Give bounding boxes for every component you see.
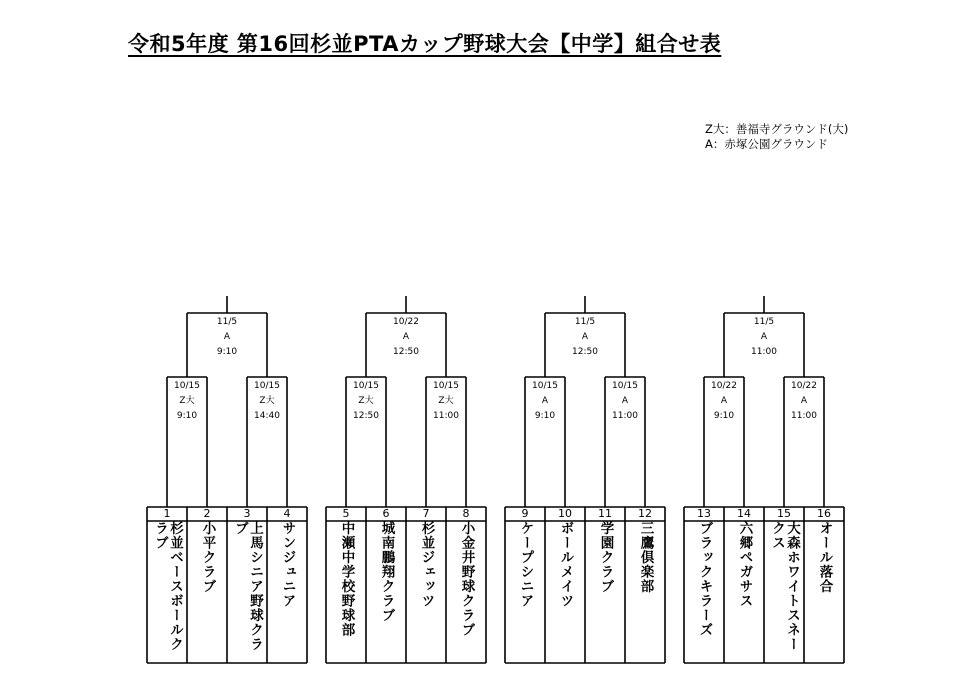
- semi-match-info: [515, 379, 575, 424]
- team-number: 10: [558, 507, 572, 520]
- legend-item-a: A：赤塚公園グラウンド: [705, 137, 828, 151]
- match-time: 9:10: [534, 411, 556, 421]
- match-venue: A: [541, 396, 549, 406]
- match-venue: A: [581, 332, 589, 342]
- match-time: 14:40: [254, 411, 280, 421]
- final-match-info: [734, 315, 794, 360]
- match-time: 11:00: [791, 411, 817, 421]
- team-name: ブラックキラーズ: [696, 521, 713, 637]
- match-time: 9:10: [713, 411, 735, 421]
- team-name: 中瀬中学校野球部: [338, 521, 355, 637]
- match-date: 11/5: [753, 317, 775, 327]
- team-number: 2: [203, 507, 211, 520]
- final-match-info: [555, 315, 615, 360]
- match-venue: A: [621, 396, 629, 406]
- match-venue: A: [720, 396, 728, 406]
- match-date: 10/15: [612, 381, 638, 391]
- team-name: 小金井野球クラブ: [458, 521, 475, 637]
- match-venue: Z大: [259, 396, 275, 406]
- legend-item-z: Z大：善福寺グラウンド(大): [705, 122, 849, 136]
- team-name: 小平クラブ: [199, 521, 216, 594]
- team-number: 12: [638, 507, 652, 520]
- match-date: 10/15: [174, 381, 200, 391]
- match-time: 9:10: [216, 347, 238, 357]
- team-number: 9: [521, 507, 529, 520]
- match-date: 10/15: [353, 381, 379, 391]
- team-cell: [725, 521, 763, 661]
- match-time: 11:00: [751, 347, 777, 357]
- team-number: 4: [283, 507, 291, 520]
- team-cell: [586, 521, 624, 661]
- team-number: 8: [462, 507, 470, 520]
- team-name: 杉並ジェッツ: [418, 521, 435, 608]
- match-time: 9:10: [176, 411, 198, 421]
- page-title: 令和5年度 第16回杉並PTAカップ野球大会【中学】組合せ表: [128, 32, 722, 56]
- match-venue: A: [223, 332, 231, 342]
- match-venue: Z大: [358, 396, 374, 406]
- semi-match-info: [595, 379, 655, 424]
- team-cell: [506, 521, 544, 661]
- team-cell: [228, 521, 266, 661]
- match-date: 10/22: [791, 381, 817, 391]
- team-number: 5: [342, 507, 350, 520]
- team-cell: [327, 521, 365, 661]
- team-name: ボールメイツ: [557, 521, 574, 608]
- team-cell: [407, 521, 445, 661]
- team-cell: [805, 521, 843, 661]
- team-cell: [268, 521, 306, 661]
- team-name: オール落合: [816, 521, 833, 594]
- team-cell: [447, 521, 485, 661]
- team-number: 3: [243, 507, 251, 520]
- final-match-info: [376, 315, 436, 360]
- match-date: 10/15: [433, 381, 459, 391]
- semi-match-info: [237, 379, 297, 424]
- match-time: 12:50: [393, 347, 419, 357]
- team-name: ケープシニア: [517, 521, 534, 608]
- team-number: 7: [422, 507, 430, 520]
- final-match-info: [197, 315, 257, 360]
- semi-match-info: [694, 379, 754, 424]
- team-cell: [765, 521, 803, 661]
- match-date: 10/15: [532, 381, 558, 391]
- team-cell: [546, 521, 584, 661]
- semi-match-info: [774, 379, 834, 424]
- team-number: 13: [697, 507, 711, 520]
- team-cell: [188, 521, 226, 661]
- match-venue: A: [800, 396, 808, 406]
- match-venue: A: [760, 332, 768, 342]
- team-name: サンジュニア: [279, 521, 296, 608]
- team-name: 六郷ペガサス: [736, 521, 753, 608]
- team-cell: [148, 521, 186, 661]
- semi-match-info: [336, 379, 396, 424]
- match-date: 10/22: [711, 381, 737, 391]
- match-time: 12:50: [572, 347, 598, 357]
- team-name: 城南鵬翔クラブ: [378, 521, 395, 623]
- team-number: 1: [163, 507, 171, 520]
- semi-match-info: [157, 379, 217, 424]
- team-number: 6: [382, 507, 390, 520]
- team-number: 11: [598, 507, 612, 520]
- match-time: 11:00: [612, 411, 638, 421]
- team-cell: [626, 521, 664, 661]
- team-number: 14: [737, 507, 751, 520]
- match-time: 11:00: [433, 411, 459, 421]
- team-name: 三鷹倶楽部: [637, 521, 654, 594]
- match-venue: A: [402, 332, 410, 342]
- match-date: 11/5: [574, 317, 596, 327]
- match-time: 12:50: [353, 411, 379, 421]
- match-venue: Z大: [438, 396, 454, 406]
- team-cell: [685, 521, 723, 661]
- match-date: 11/5: [216, 317, 238, 327]
- team-name: 学園クラブ: [597, 521, 614, 594]
- match-date: 10/22: [393, 317, 419, 327]
- match-venue: Z大: [179, 396, 195, 406]
- team-name: 杉並ベースボールクラブ: [152, 521, 183, 652]
- match-date: 10/15: [254, 381, 280, 391]
- team-number: 15: [777, 507, 791, 520]
- team-cell: [367, 521, 405, 661]
- team-number: 16: [817, 507, 831, 520]
- team-name: 大森ホワイトスネークス: [769, 521, 800, 652]
- team-name: 上馬シニア野球クラブ: [232, 521, 263, 652]
- semi-match-info: [416, 379, 476, 424]
